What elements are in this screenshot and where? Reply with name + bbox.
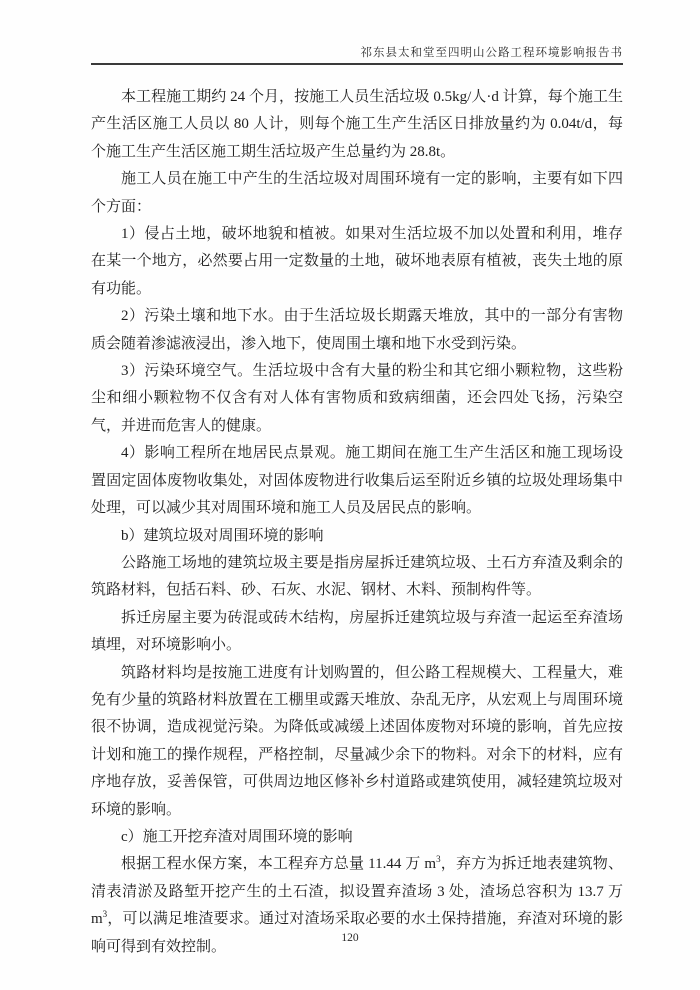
page-header bbox=[91, 44, 623, 60]
paragraph-debris-description: 公路施工场地的建筑垃圾主要是指房屋拆迁建筑垃圾、土石方弃渣及剩余的筑路材料，包括石料、砂、石灰、水泥、钢材、木料、预制构件等。 bbox=[91, 554, 623, 599]
page-footer bbox=[0, 932, 700, 944]
paragraph-spoil-volume bbox=[91, 851, 623, 961]
paragraph-construction-waste-volume: 本工程施工期约 24 个月，按施工人员生活垃圾 0.5kg/人·d 计算，每个施工生产生活区施工人员以 80 人计，则每个施工生产生活区日排放量约为 0.04t/d，每个施工生产生活区施工期生活垃圾产生总量约为 28.8t。 bbox=[91, 89, 623, 160]
paragraph-text: ，弃方为拆迁地表建筑物、清表清淤及路堑开挖产生的土石渣，拟设置弃渣场 3 处，渣场总容积为 13.7 万 m bbox=[91, 856, 623, 928]
paragraph-impact-intro: 施工人员在施工中产生的生活垃圾对周围环境有一定的影响，主要有如下四个方面： bbox=[91, 171, 623, 215]
heading-b-construction-debris: b）建筑垃圾对周围环境的影响 bbox=[121, 527, 324, 544]
superscript-cubed: 3 bbox=[102, 909, 108, 920]
paragraph-text: ，可以满足堆渣要求。通过对渣场采取必要的水土保持措施，弃渣对环境的影响可得到有效控制。 bbox=[91, 911, 623, 955]
document-body bbox=[91, 84, 623, 961]
paragraph-text: 根据工程水保方案，本工程弃方总量 11.44 万 m bbox=[121, 856, 437, 873]
paragraph-road-materials: 筑路材料均是按施工进度有计划购置的，但公路工程规模大、工程量大，难免有少量的筑路材料放置在工棚里或露天堆放、杂乱无序，从宏观上与周围环境很不协调，造成视觉污染。为降低或减缓上述固体废物对环境的影响，首先应按计划和施工的操作规程，严格控制，尽量减少余下的物料。对余下的材料，应有序地存放，妥善保管，可供周边地区修补乡村道路或建筑使用，减轻建筑垃圾对环境的影响。 bbox=[91, 664, 623, 818]
paragraph-item-3-air-pollution: 3）污染环境空气。生活垃圾中含有大量的粉尘和其它细小颗粒物，这些粉尘和细小颗粒物不仅含有对人体有害物质和致病细菌，还会四处飞扬，污染空气，并进而危害人的健康。 bbox=[91, 363, 623, 434]
header-rule bbox=[91, 63, 623, 65]
heading-c-excavation-spoil: c）施工开挖弃渣对周围环境的影响 bbox=[121, 828, 353, 845]
running-header-title: 祁东县太和堂至四明山公路工程环境影响报告书 bbox=[360, 47, 623, 59]
paragraph-demolition-houses: 拆迁房屋主要为砖混或砖木结构，房屋拆迁建筑垃圾与弃渣一起运至弃渣场填埋，对环境影响小。 bbox=[91, 609, 623, 654]
superscript-cubed: 3 bbox=[436, 854, 441, 865]
paragraph-item-4-landscape: 4）影响工程所在地居民点景观。施工期间在施工生产生活区和施工现场设置固定固体废物收集处，对固体废物进行收集后运至附近乡镇的垃圾处理场集中处理，可以减少其对周围环境和施工人员及居民点的影响。 bbox=[91, 445, 623, 517]
page-number: 120 bbox=[341, 932, 359, 944]
paragraph-item-1-land-occupation: 1）侵占土地，破坏地貌和植被。如果对生活垃圾不加以处置和利用，堆存在某一个地方，必然要占用一定数量的土地，破坏地表原有植被，丧失土地的原有功能。 bbox=[91, 226, 623, 297]
paragraph-item-2-soil-groundwater: 2）污染土壤和地下水。由于生活垃圾长期露天堆放，其中的一部分有害物质会随着渗滤液浸出，渗入地下，使周围土壤和地下水受到污染。 bbox=[91, 308, 623, 352]
